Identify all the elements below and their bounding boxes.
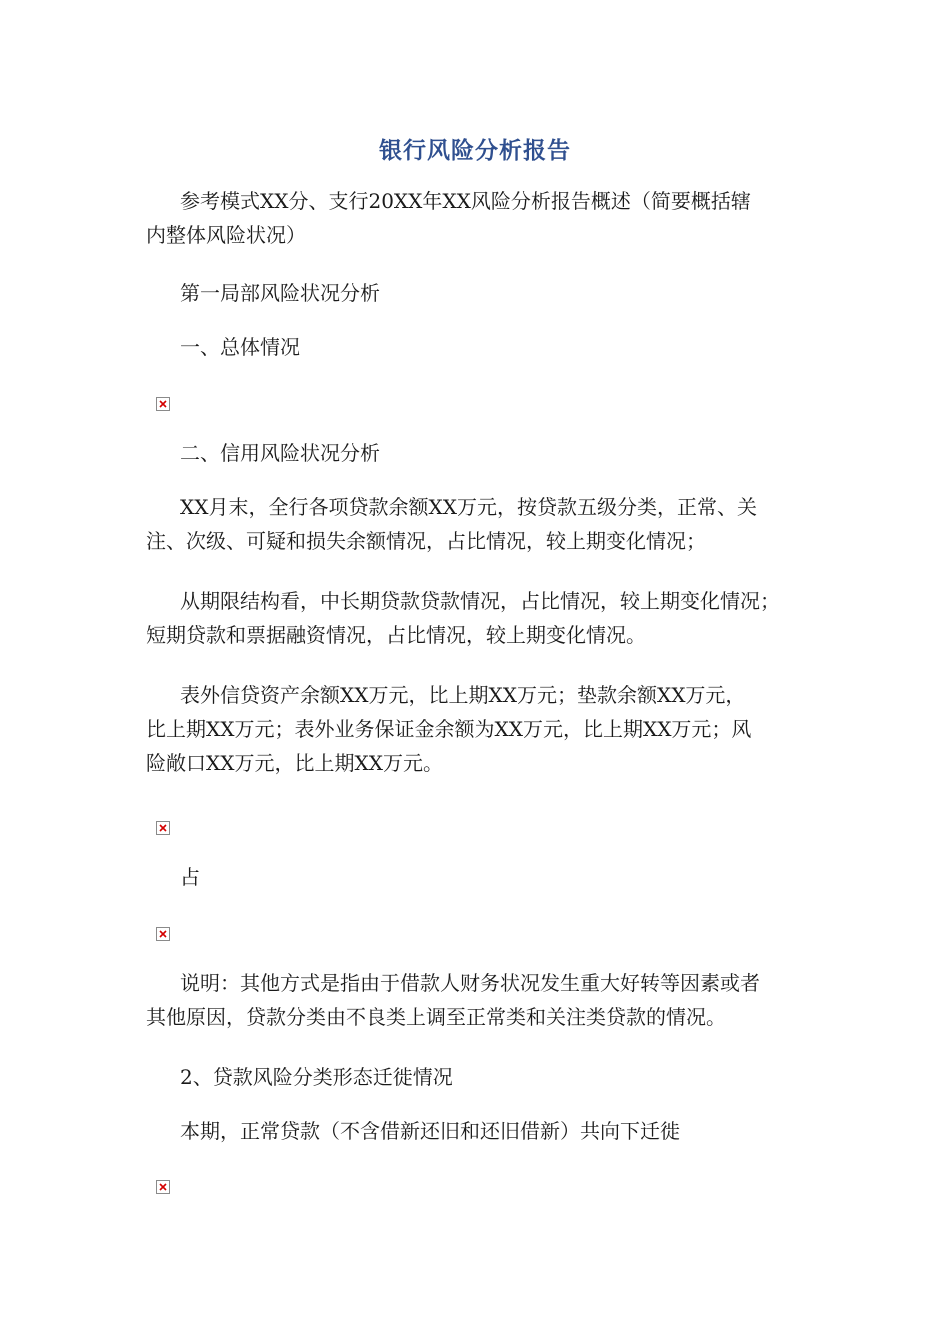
paragraph-migration-detail: [146, 1114, 806, 1148]
paragraph-line: 从期限结构看，中长期贷款贷款情况，占比情况，较上期变化情况；: [180, 589, 780, 613]
section-heading-part-one: [146, 276, 806, 310]
broken-image-x-mark: [159, 400, 167, 408]
document-title: 银行风险分析报告: [379, 138, 571, 164]
paragraph-line: 表外信贷资产余额XX万元，比上期XX万元；垫款余额XX万元，: [180, 683, 746, 707]
broken-image-x-mark: [159, 930, 167, 938]
broken-image-x-mark: [159, 824, 167, 832]
paragraph-off-balance: [146, 678, 806, 780]
paragraph-line: 内整体风险状况）: [146, 223, 306, 247]
paragraph-loan-balance: [146, 490, 806, 558]
broken-image-icon: [156, 397, 170, 411]
section-heading-credit-risk: [146, 436, 806, 470]
paragraph-line: 其他原因，贷款分类由不良类上调至正常类和关注类贷款的情况。: [146, 1005, 726, 1029]
paragraph-term-structure: [146, 584, 806, 652]
broken-image-icon: [156, 821, 170, 835]
paragraph-fragment: [146, 860, 806, 894]
section-heading-migration: [146, 1060, 806, 1094]
paragraph-line: 本期，正常贷款（不含借新还旧和还旧借新）共向下迁徙: [180, 1119, 680, 1143]
broken-image-icon: [156, 927, 170, 941]
paragraph-line: 参考模式XX分、支行20XX年XX风险分析报告概述（简要概括辖: [180, 189, 751, 213]
section-heading-overall: [146, 330, 806, 364]
paragraph-line: 短期贷款和票据融资情况，占比情况，较上期变化情况。: [146, 623, 646, 647]
paragraph-line: 占: [180, 865, 200, 889]
broken-image-x-mark: [159, 1183, 167, 1191]
broken-image-icon: [156, 1180, 170, 1194]
paragraph-line: 一、总体情况: [180, 335, 300, 359]
paragraph-note: [146, 966, 806, 1034]
paragraph-line: 注、次级、可疑和损失余额情况，占比情况，较上期变化情况；: [146, 529, 706, 553]
paragraph-line: 第一局部风险状况分析: [180, 281, 380, 305]
paragraph-line: 险敞口XX万元，比上期XX万元。: [146, 751, 443, 775]
paragraph-overview: [146, 184, 806, 252]
paragraph-line: 二、信用风险状况分析: [180, 441, 380, 465]
paragraph-line: 比上期XX万元；表外业务保证金余额为XX万元，比上期XX万元；风: [146, 717, 752, 741]
paragraph-line: 说明：其他方式是指由于借款人财务状况发生重大好转等因素或者: [180, 971, 760, 995]
paragraph-line: XX月末，全行各项贷款余额XX万元，按贷款五级分类，正常、关: [180, 495, 757, 519]
paragraph-line: 2、贷款风险分类形态迁徙情况: [180, 1065, 453, 1089]
